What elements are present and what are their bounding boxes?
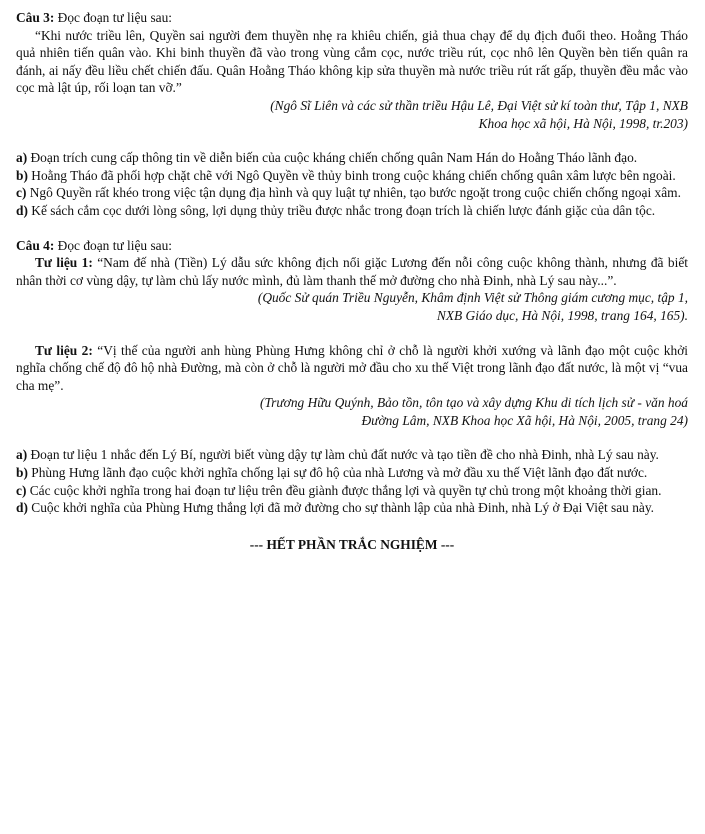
q4-doc1-source-line1: (Quốc Sử quán Triều Nguyễn, Khâm định Việt sử Thông giám cương mục, tập 1, (257, 290, 688, 306)
q3-option-b (16, 167, 688, 185)
option-key: a) (16, 150, 28, 166)
option-key: b) (16, 167, 28, 183)
option-key: c) (16, 482, 27, 498)
q4-option-b (16, 464, 688, 482)
q4-doc1-label: Tư liệu 1: (35, 255, 93, 271)
option-key: d) (16, 202, 28, 218)
q4-doc1-text: “Nam đế nhà (Tiền) Lý dẫu sức không địch nổi giặc Lương đến nỗi công cuộc không thành, nhưng đã biết nhân thời cơ vùng dậy, tự làm chủ lấy nước mình, đủ làm thanh thế mở đường cho nhà Đinh, nhà Lý sau này...”. (16, 255, 688, 288)
option-key: c) (16, 185, 27, 201)
q4-option-c (16, 482, 688, 500)
option-text: Các cuộc khởi nghĩa trong hai đoạn tư liệu trên đều giành được thắng lợi và quyền tự chủ trong một khoảng thời gian. (26, 482, 662, 498)
q3-source-line1: (Ngô Sĩ Liên và các sử thần triều Hậu Lê, Đại Việt sử kí toàn thư, Tập 1, NXB (270, 97, 688, 113)
q4-doc2-text: “Vị thế của người anh hùng Phùng Hưng không chỉ ở chỗ là người khởi xướng và lãnh đạo một cuộc khởi nghĩa chống chế độ đô hộ nhà Đường, mà còn ở chỗ là người mở đầu cho xu thế Việt trong lãnh đạo đất nước, là một vị “vua cha mẹ”. (16, 342, 688, 393)
q4-doc2-source-line1: (Trương Hữu Quýnh, Bảo tồn, tôn tạo và xây dựng Khu di tích lịch sử - văn hoá (260, 395, 688, 411)
q4-doc2-label: Tư liệu 2: (35, 342, 93, 358)
q4-heading (16, 237, 688, 255)
q3-quote: “Khi nước triều lên, Quyền sai người đem thuyền nhẹ ra khiêu chiến, giả thua chạy để dụ địch đuổi theo. Hoằng Tháo quả nhiên tiến quân vào. Khi binh thuyền đã vào trong vùng cắm cọc, nước triều rút, cọc nhô lên Quyền bèn tiến quân ra đánh, ai nấy đều liều chết chiến đấu. Quân Hoằng Tháo không kịp sửa thuyền mà nước triều rút rất gấp, thuyền đều mắc vào cọc mà lật úp, rối loạn tan vỡ.” (16, 27, 688, 96)
option-key: d) (16, 500, 28, 516)
option-key: b) (16, 465, 28, 481)
q4-label: Câu 4: (16, 237, 55, 253)
section-end-marker: --- HẾT PHẦN TRẮC NGHIỆM --- (249, 536, 455, 552)
option-text: Đoạn trích cung cấp thông tin về diễn biến của cuộc kháng chiến chống quân Nam Hán do Hoằng Tháo lãnh đạo. (27, 150, 638, 166)
q4-option-a (16, 446, 688, 464)
q3-source-line2: Khoa học xã hội, Hà Nội, 1998, tr.203) (478, 115, 688, 131)
option-text: Cuộc khởi nghĩa của Phùng Hưng thắng lợi đã mở đường cho sự thành lập của nhà Đinh, nhà Lý ở Đại Việt sau này. (27, 500, 655, 516)
q3-intro: Đọc đoạn tư liệu sau: (54, 10, 173, 25)
option-key: a) (16, 447, 28, 463)
q4-option-d (16, 499, 688, 517)
q4-doc2-source-line2: Đường Lâm, NXB Khoa học Xã hội, Hà Nội, 2005, trang 24) (361, 412, 688, 428)
option-text: Hoằng Tháo đã phối hợp chặt chẽ với Ngô Quyền về thủy binh trong cuộc kháng chiến chống quân xâm lược bên ngoài. (27, 167, 676, 183)
q4-intro: Đọc đoạn tư liệu sau: (54, 237, 173, 253)
q3-option-d (16, 202, 688, 220)
q3-option-c (16, 184, 688, 202)
option-text: Đoạn tư liệu 1 nhắc đến Lý Bí, người biết vùng dậy tự làm chủ đất nước và tạo tiền đề cho nhà Đinh, nhà Lý sau này. (27, 447, 659, 463)
q3-option-a (16, 149, 688, 167)
option-text: Phùng Hưng lãnh đạo cuộc khởi nghĩa chống lại sự đô hộ của nhà Lương và mở đầu xu thế Việt lãnh đạo đất nước. (27, 465, 648, 481)
option-text: Kế sách cắm cọc dưới lòng sông, lợi dụng thủy triều được nhắc trong đoạn trích là chiến lược đánh giặc của dân tộc. (27, 202, 656, 218)
q4-doc2 (16, 342, 688, 395)
option-text: Ngô Quyền rất khéo trong việc tận dụng địa hình và quy luật tự nhiên, tạo bước ngoặt trong cuộc chiến chống ngoại xâm. (26, 185, 681, 201)
q3-label: Câu 3: (16, 10, 55, 25)
q3-heading (16, 9, 688, 27)
q4-doc1 (16, 254, 688, 289)
q4-doc1-source-line2: NXB Giáo dục, Hà Nội, 1998, trang 164, 165). (436, 307, 688, 323)
